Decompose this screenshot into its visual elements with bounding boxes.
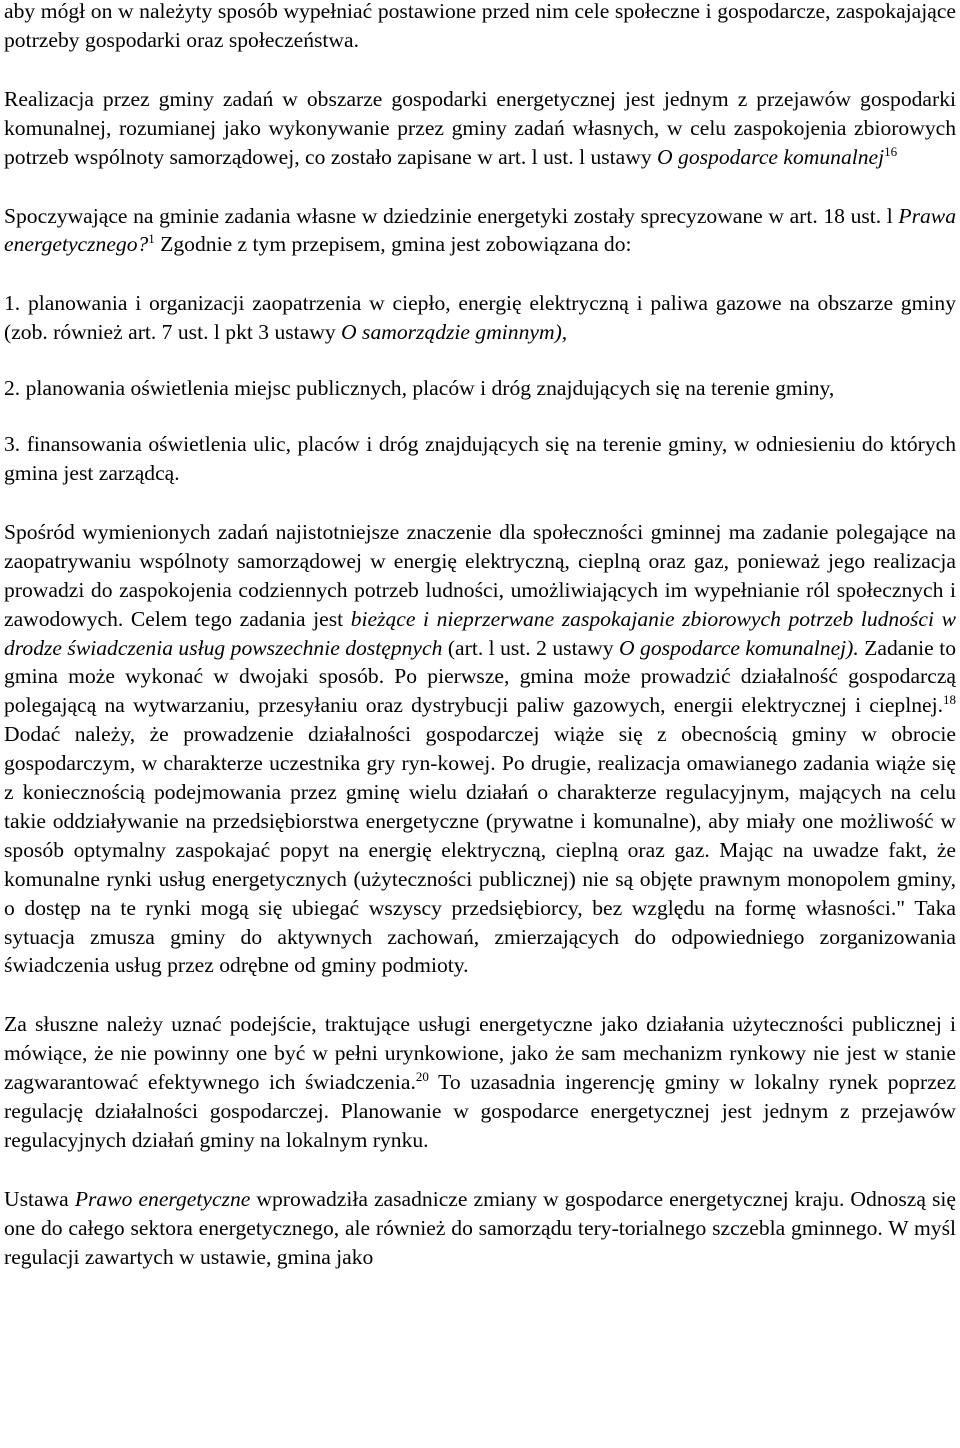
footnote-marker: 18 bbox=[943, 692, 956, 708]
paragraph-text: Zadanie to gmina może wykonać w dwojaki sposób. Po pierwsze, gmina może prowadzić działalność gospodarczą polegającą na wytwarzaniu, przesyłaniu oraz dystrybucji paliw gazowych, energii elektrycznej i cieplnej. bbox=[4, 635, 956, 718]
paragraph-energy-supply bbox=[4, 518, 956, 981]
paragraph-text: Dodać należy, że prowadzenie działalności gospodarczej wiąże się z obecnością gminy w obrocie gospodarczym, w charakterze uczestnika gry ryn-kowej. Po drugie, realizacja omawianego zadania wiąże się z koniecznością podejmowania przez gminę wielu działań o charakterze regulacyjnym, mających na celu takie oddziaływanie na przedsiębiorstwa energetyczne (prywatne i komunalne), aby miały one możliwość w sposób optymalny zaspokajać popyt na energię elektryczną, cieplną oraz gaz. Mając na uwadze fakt, że komunalne rynki usług energetycznych (użyteczności publicznej) nie są objęte prawnym monopolem gminy, o dostęp na te rynki mogą się ubiegać wszyscy przedsiębiorcy, bez względu na formę własności." Taka sytuacja zmusza gminy do aktywnych zachowań, zmierzających do odpowiedniego zorganizowania świadczenia usług przez odrębne od gminy podmioty. bbox=[4, 722, 956, 978]
act-title: Prawo energetyczne bbox=[74, 1186, 251, 1211]
paragraph-text: To uzasadnia ingerencję gminy w lokalny rynek poprzez regulację działalności gospodarczej. Planowanie w gospodarce energetycznej jest jednym z przejawów regulacyjnych działań gminy na lokalnym rynku. bbox=[4, 1070, 956, 1152]
paragraph-intro-continuation bbox=[4, 0, 956, 55]
footnote-marker: 20 bbox=[415, 1069, 429, 1085]
paragraph-public-utility bbox=[4, 1010, 956, 1155]
emphasis-text: bieżące i nieprzerwane zaspokajanie zbiorowych potrzeb ludności w drodze świadczenia usług powszechnie dostępnych bbox=[4, 606, 956, 660]
paragraph-text: Ustawa bbox=[4, 1186, 75, 1211]
footnote-marker: 16 bbox=[884, 143, 898, 159]
list-item-text: 1. planowania i organizacji zaopatrzenia w ciepło, energię elektryczną i paliwa gazowe na obszarze gminy (zob. również art. 7 ust. l pkt 3 ustawy bbox=[4, 291, 956, 345]
paragraph-text: Spoczywające na gminie zadania własne w dziedzinie energetyki zostały sprecyzowane w art. 18 ust. l bbox=[4, 203, 899, 228]
paragraph-text: Za słuszne należy uznać podejście, traktujące usługi energetyczne jako działania użyteczności publicznej i mówiące, że nie powinny one być w pełni urynkowione, jako że sam mechanizm rynkowy nie jest w stanie zagwarantować efektywnego ich świadczenia. bbox=[4, 1012, 956, 1095]
list-item-text: 2. planowania oświetlenia miejsc publicznych, placów i dróg znajdujących się na terenie gminy, bbox=[4, 376, 835, 401]
list-item-2 bbox=[4, 374, 956, 403]
list-item-1 bbox=[4, 289, 956, 347]
paragraph-text: Realizacja przez gminy zadań w obszarze gospodarki energetycznej jest jednym z przejawów gospodarki komunalnej, rozumianej jako wykonywanie przez gminy zadań własnych, w celu zaspokojenia zbiorowych potrzeb wspólnoty samorządowej, co zostało zapisane w art. l ust. l ustawy bbox=[4, 86, 956, 169]
paragraph-text: Zgodnie z tym przepisem, gmina jest zobowiązana do: bbox=[154, 232, 632, 257]
paragraph-municipal-economy bbox=[4, 85, 956, 172]
paragraph-text: Spośród wymienionych zadań najistotniejsze znaczenie dla społeczności gminnej ma zadanie polegające na zaopatrywaniu wspólnoty samorządowej w energię elektryczną, cieplną oraz gaz, ponieważ jego realizacja prowadzi do zaspokojenia codziennych potrzeb ludności, umożliwiających im wypełnianie ról społecznych i zawodowych. Celem tego zadania jest bbox=[4, 519, 956, 631]
paragraph-own-tasks bbox=[4, 202, 956, 260]
act-title: O gospodarce komunalnej). bbox=[619, 635, 859, 660]
list-item-3 bbox=[4, 430, 956, 488]
act-title: O samorządzie gminnym), bbox=[341, 320, 568, 345]
paragraph-text: wprowadziła zasadnicze zmiany w gospodarce energetycznej kraju. Odnoszą się one do całego sektora energetycznego, ale również do samorządu tery-torialnego szczebla gminnego. W myśl regulacji zawartych w ustawie, gmina jako bbox=[4, 1186, 956, 1269]
footnote-marker: 1 bbox=[148, 231, 155, 247]
document-page bbox=[4, 0, 956, 1272]
act-title: O gospodarce komunalnej bbox=[657, 144, 885, 169]
paragraph-energy-law bbox=[4, 1185, 956, 1272]
act-title: Prawa energetycznego? bbox=[4, 203, 956, 257]
paragraph-text: aby mógł on w należyty sposób wypełniać postawione przed nim cele społeczne i gospodarcze, zaspokajające potrzeby gospodarki oraz społeczeństwa. bbox=[4, 0, 956, 52]
list-item-text: 3. finansowania oświetlenia ulic, placów i dróg znajdujących się na terenie gminy, w odniesieniu do których gmina jest zarządcą. bbox=[4, 432, 956, 485]
paragraph-text: (art. l ust. 2 ustawy bbox=[442, 635, 619, 660]
